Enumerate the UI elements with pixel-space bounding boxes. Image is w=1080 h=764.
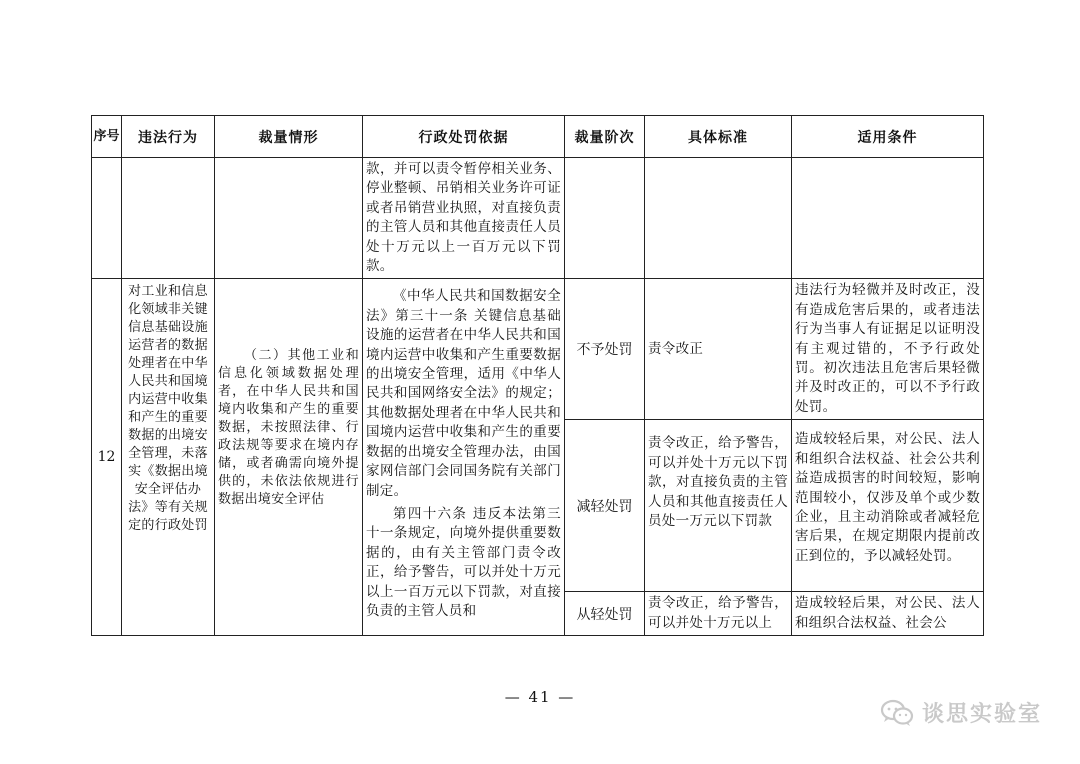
violation-text: 对工业和信息化领域非关键信息基础设施运营者的数据处理者在中华人民共和国境内运营中收集和产生的重要数据的出境安全管理，未落实《数据出境安全评估办法》等有关规定的行政处罚 [128,284,208,534]
table-row [92,158,984,279]
table-row [92,279,984,420]
standard-text: 责令改正 [648,340,704,357]
watermark-text: 谈思实验室 [921,702,1042,727]
level-cell [565,592,645,636]
standard-cell [645,420,792,592]
basis-text-1: 《中华人民共和国数据安全法》第三十一条 关键信息基础设施的运营者在中华人民共和国境内运营中收集和产生重要数据的出境安全管理，适用《中华人民共和国网络安全法》的规定；其他数据处理者在中华人民共和国境内运营中收集和产生的重要数据的出境安全管理办法，由国家网信部门会同国务院有关部门制定。 [366,288,561,499]
table-header-row [92,116,984,158]
standard-cell [645,279,792,420]
basis-continuation-text: 款，并可以责令暂停相关业务、停业整顿、吊销相关业务许可证或者吊销营业执照，对直接负责的主管人员和其他直接责任人员处十万元以上一百万元以下罚款。 [366,161,561,275]
condition-text: 造成较轻后果，对公民、法人和组织合法权益、社会公 [795,595,980,631]
header-condition: 适用条件 [792,116,984,158]
header-violation: 违法行为 [122,116,215,158]
row-number-cell [92,279,122,636]
basis-cell [363,279,565,636]
row-number: 12 [97,449,116,466]
header-level: 裁量阶次 [565,116,645,158]
level-label: 从轻处罚 [576,606,633,623]
circumstance-cell [215,279,363,636]
level-label: 不予处罚 [576,342,633,359]
watermark [880,697,1042,728]
condition-cell [792,592,984,636]
header-circumstance: 裁量情形 [215,116,363,158]
violation-cell [122,279,215,636]
level-cell [565,420,645,592]
circumstance-text: （二）其他工业和信息化领域数据处理者，在中华人民共和国境内收集和产生的重要数据，未按照法律、行政法规等要求在境内存储，或者确需向境外提供的，未依法依规进行数据出境安全评估 [218,348,359,508]
level-label: 减轻处罚 [576,498,633,515]
standard-text: 责令改正，给予警告，可以并处十万元以上 [648,595,788,631]
header-standard: 具体标准 [645,116,792,158]
condition-text: 造成较轻后果，对公民、法人和组织合法权益、社会公共利益造成损害的时间较短，影响范围较小，仅涉及单个或少数企业，且主动消除或者减轻危害后果，在规定期限内提前改正到位的，予以减轻处罚。 [795,431,980,564]
penalty-table [91,115,984,636]
basis-continuation-cell [363,158,565,279]
level-cell [565,279,645,420]
header-basis: 行政处罚依据 [363,116,565,158]
basis-text-2: 第四十六条 违反本法第三十一条规定，向境外提供重要数据的，由有关主管部门责令改正，给予警告，可以并处十万元以上一百万元以下罚款，对直接负责的主管人员和 [366,505,561,619]
page-number: — 41 — [504,688,576,706]
standard-text: 责令改正，给予警告，可以并处十万元以下罚款，对直接负责的主管人员和其他直接责任人员处一万元以下罚款 [648,435,788,529]
condition-cell [792,279,984,420]
condition-text: 违法行为轻微并及时改正，没有造成危害后果的，或者违法行为当事人有证据足以证明没有主观过错的，不予行政处罚。初次违法且危害后果轻微并及时改正的，可以不予行政处罚。 [795,282,980,415]
wechat-icon [880,698,914,728]
condition-cell [792,420,984,592]
standard-cell [645,592,792,636]
header-number: 序号 [92,116,122,158]
